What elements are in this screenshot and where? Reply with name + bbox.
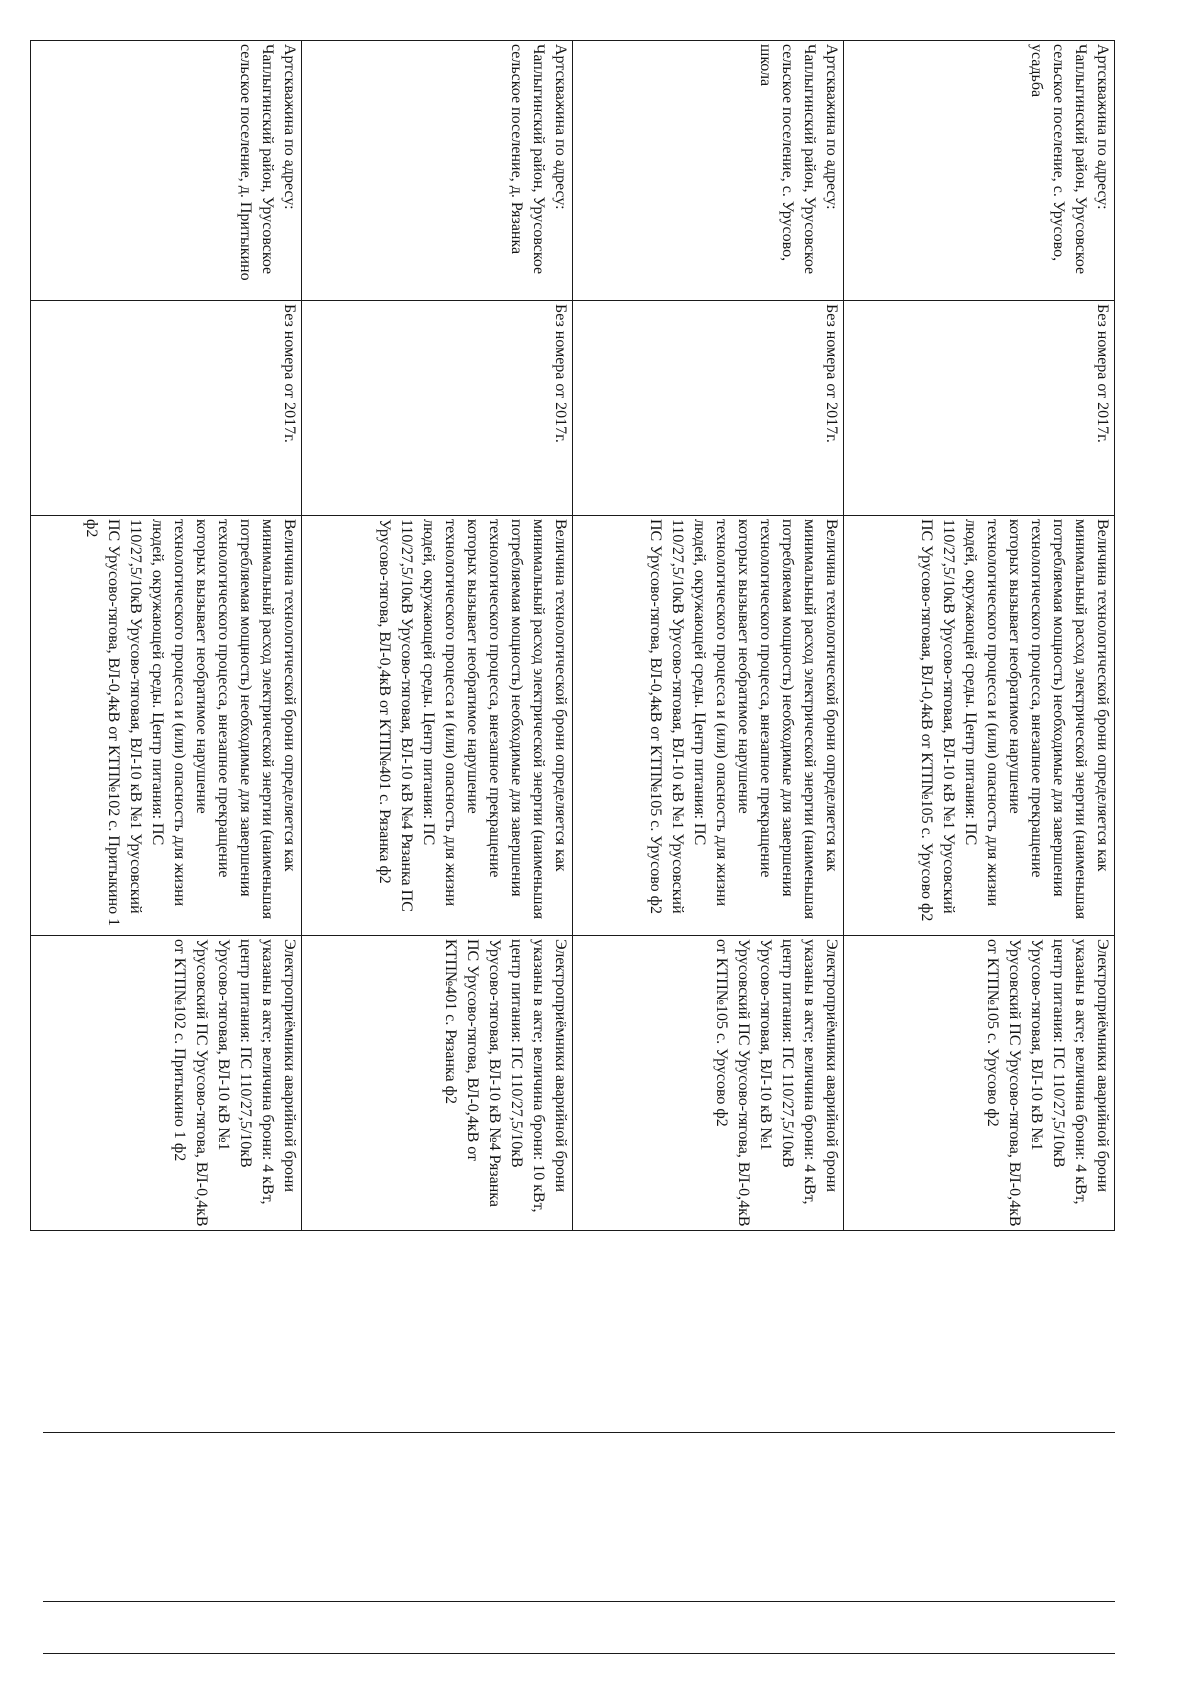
emergency-reserve-cell: Электроприёмники аварийной брони указаны в акте; величина брони: 10 кВт, центр питания: ПС 110/27,5/10кВ Урусово-тяговая, ВЛ-10 кВ №4 Рязанка ПС Урусово-тягова, ВЛ-0,4кВ от КТП№401 с. Рязанка ф2 [302,936,573,1231]
act-date-cell: Без номера от 2017г. [31,301,302,516]
emergency-reserve-cell: Электроприёмники аварийной брони указаны в акте; величина брони: 4 кВт, центр питания: ПС 110/27,5/10кВ Урусово-тяговая, ВЛ-10 кВ №1 Урусовский ПС Урусово-тягова, ВЛ-0,4кВ от КТП№105 с. Урусово ф2 [573,936,844,1231]
tech-reserve-cell: Величина технологической брони определяется как минимальный расход электрической энергии (наименьшая потребляемая мощность) необходимые для завершения технологического процесса, внезапное прекращение которых вызывает необратимое нарушение технологического процесса и (или) опасность для жизни людей, окружающей среды. Центр питания: ПС 110/27,5/10кВ Урусово-тяговая, ВЛ-10 кВ №1 Урусовский ПС Урусово-тягова, ВЛ-0,4кВ от КТП№102 с. Притыкино 1 ф2 [31,516,302,936]
table-row [31,41,302,1231]
rotated-page-content [45,40,1115,1230]
table-row [302,41,573,1231]
emergency-reserve-cell: Электроприёмники аварийной брони указаны в акте; величина брони: 4 кВт, центр питания: ПС 110/27,5/10кВ Урусово-тяговая, ВЛ-10 кВ №1 Урусовский ПС Урусово-тягова, ВЛ-0,4кВ от КТП№102 с. Притыкино 1 ф2 [31,936,302,1231]
tech-reserve-cell: Величина технологической брони определяется как минимальный расход электрической энергии (наименьшая потребляемая мощность) необходимые для завершения технологического процесса, внезапное прекращение которых вызывает необратимое нарушение технологического процесса и (или) опасность для жизни людей, окружающей среды. Центр питания: ПС 110/27,5/10кВ Урусово-тяговая, ВЛ-10 кВ №1 Урусовский ПС Урусово-тяговая, ВЛ-0,4кВ от КТП№105 с. Урусово ф2 [844,516,1115,936]
tech-reserve-cell: Величина технологической брони определяется как минимальный расход электрической энергии (наименьшая потребляемая мощность) необходимые для завершения технологического процесса, внезапное прекращение которых вызывает необратимое нарушение технологического процесса и (или) опасность для жизни людей, окружающей среды. Центр питания: ПС 110/27,5/10кВ Урусово-тяговая, ВЛ-10 кВ №4 Рязанка ПС Урусово-тягова, ВЛ-0,4кВ от КТП№401 с. Рязанка ф2 [302,516,573,936]
object-address-cell: Артскважина по адресу: Чаплыгинский район, Урусовское сельское поселение, д. Рязанка [302,41,573,301]
object-address-cell: Артскважина по адресу: Чаплыгинский район, Урусовское сельское поселение, д. Притыкино [31,41,302,301]
tech-reserve-cell: Величина технологической брони определяется как минимальный расход электрической энергии (наименьшая потребляемая мощность) необходимые для завершения технологического процесса, внезапное прекращение которых вызывает необратимое нарушение технологического процесса и (или) опасность для жизни людей, окружающей среды. Центр питания: ПС 110/27,5/10кВ Урусово-тяговая, ВЛ-10 кВ №1 Урусовский ПС Урусово-тягова, ВЛ-0,4кВ от КТП№105 с. Урусово ф2 [573,516,844,936]
emergency-reserve-cell: Электроприёмники аварийной брони указаны в акте; величина брони: 4 кВт, центр питания: ПС 110/27,5/10кВ Урусово-тяговая, ВЛ-10 кВ №1 Урусовский ПС Урусово-тягова, ВЛ-0,4кВ от КТП№105 с. Урусово ф2 [844,936,1115,1231]
act-date-cell: Без номера от 2017г. [302,301,573,516]
object-address-cell: Артскважина по адресу: Чаплыгинский район, Урусовское сельское поселение, с. Урусово, усадьба [844,41,1115,301]
act-date-cell: Без номера от 2017г. [573,301,844,516]
divider-line [43,1432,1115,1433]
object-address-cell: Артскважина по адресу: Чаплыгинский район, Урусовское сельское поселение, с. Урусово, школа [573,41,844,301]
divider-line [43,1601,1115,1602]
divider-line [43,1653,1115,1654]
reserve-table [30,40,1115,1231]
act-date-cell: Без номера от 2017г. [844,301,1115,516]
table-row [844,41,1115,1231]
table-row [573,41,844,1231]
